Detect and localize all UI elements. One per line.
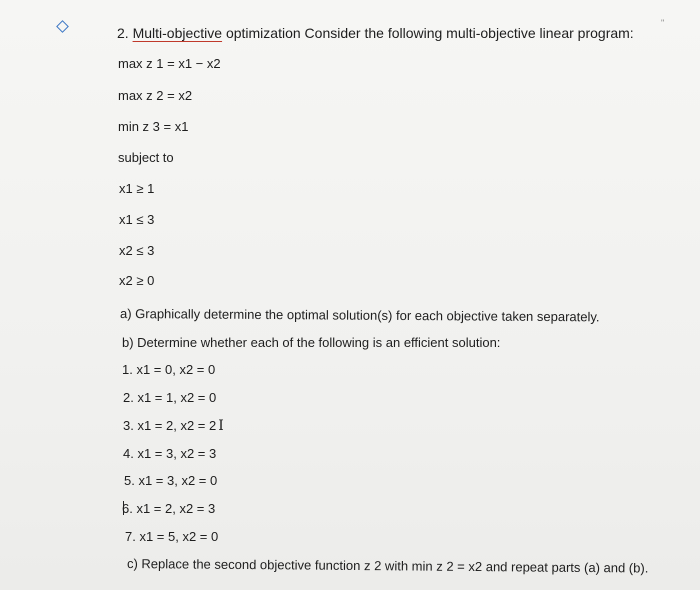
- part-b: b) Determine whether each of the following is an efficient solution:: [122, 335, 501, 350]
- constraint-3: x2 ≤ 3: [119, 243, 155, 258]
- solution-5: 5. x1 = 3, x2 = 0: [124, 473, 218, 488]
- solution-2: 2. x1 = 1, x2 = 0: [123, 390, 217, 405]
- solution-3: [123, 418, 224, 434]
- solution-6-text: 6. x1 = 2, x2 = 3: [122, 501, 216, 516]
- question-title: [117, 25, 634, 41]
- solution-7: 7. x1 = 5, x2 = 0: [125, 529, 219, 544]
- constraint-2: x1 ≤ 3: [119, 212, 155, 227]
- solution-4: 4. x1 = 3, x2 = 3: [123, 446, 217, 461]
- part-a: a) Graphically determine the optimal solution(s) for each objective taken separately.: [119, 306, 600, 325]
- objective-2: max z 2 = x2: [118, 88, 193, 103]
- solution-1: 1. x1 = 0, x2 = 0: [122, 362, 216, 377]
- objective-3: min z 3 = x1: [118, 119, 189, 134]
- subject-to-label: subject to: [118, 150, 174, 165]
- diamond-icon[interactable]: [56, 20, 69, 33]
- part-c: c) Replace the second objective function z 2 with min z 2 = x2 and repeat parts (a) and (b).: [126, 556, 649, 576]
- solution-3-text: 3. x1 = 2, x2 = 2: [123, 418, 217, 433]
- title-keyword: Multi-objective: [132, 25, 223, 41]
- question-number: 2.: [117, 25, 129, 41]
- text-cursor-icon: I: [218, 418, 224, 434]
- title-rest: optimization Consider the following multi-objective linear program:: [222, 25, 634, 41]
- constraint-4: x2 ≥ 0: [119, 273, 155, 288]
- solution-6: [123, 501, 215, 517]
- corner-mark: ": [661, 18, 665, 28]
- constraint-1: x1 ≥ 1: [119, 181, 155, 196]
- objective-1: max z 1 = x1 − x2: [118, 56, 221, 71]
